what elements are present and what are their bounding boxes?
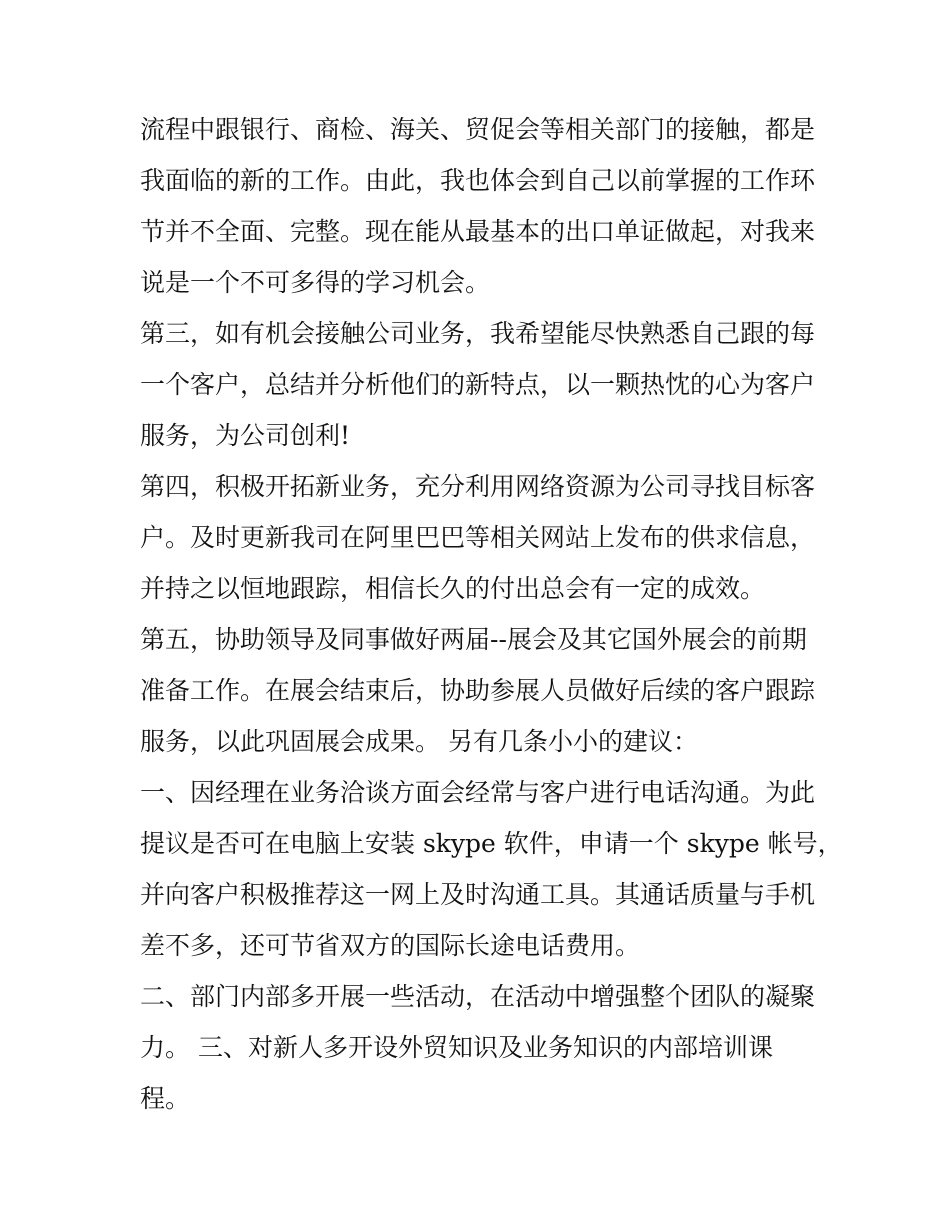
text-line: 二、部门内部多开展一些活动，在活动中增强整个团队的凝聚 xyxy=(140,982,816,1011)
text-line: 一、因经理在业务洽谈方面会经常与客户进行电话沟通。为此 xyxy=(140,778,816,807)
text-line: 服务，为公司创利! xyxy=(140,421,351,450)
text-line: 准备工作。在展会结束后，协助参展人员做好后续的客户跟踪 xyxy=(140,676,816,705)
text-line: 力。 三、对新人多开设外贸知识及业务知识的内部培训课 xyxy=(140,1033,773,1062)
text-line: 提议是否可在电脑上安装 skype 软件，申请一个 skype 帐号， xyxy=(140,829,843,858)
text-line: 第五，协助领导及同事做好两届--展会及其它国外展会的前期 xyxy=(140,625,807,654)
text-line: 说是一个不可多得的学习机会。 xyxy=(140,268,491,297)
text-line: 第四，积极开拓新业务，充分利用网络资源为公司寻找目标客 xyxy=(140,472,816,501)
text-line: 程。 xyxy=(140,1084,191,1113)
text-line: 服务，以此巩固展会成果。 另有几条小小的建议： xyxy=(140,727,698,756)
text-line: 第三，如有机会接触公司业务，我希望能尽快熟悉自己跟的每 xyxy=(140,319,816,348)
text-line: 一个客户，总结并分析他们的新特点，以一颗热忱的心为客户 xyxy=(140,370,816,399)
text-line: 流程中跟银行、商检、海关、贸促会等相关部门的接触，都是 xyxy=(140,115,816,144)
text-line: 户。及时更新我司在阿里巴巴等相关网站上发布的供求信息， xyxy=(140,523,816,552)
text-line: 我面临的新的工作。由此，我也体会到自己以前掌握的工作环 xyxy=(140,166,816,195)
text-line: 并向客户积极推荐这一网上及时沟通工具。其通话质量与手机 xyxy=(140,880,816,909)
text-line: 并持之以恒地跟踪，相信长久的付出总会有一定的成效。 xyxy=(140,574,766,603)
document-body xyxy=(140,104,843,1124)
text-line: 差不多，还可节省双方的国际长途电话费用。 xyxy=(140,931,641,960)
text-line: 节并不全面、完整。现在能从最基本的出口单证做起，对我来 xyxy=(140,217,816,246)
